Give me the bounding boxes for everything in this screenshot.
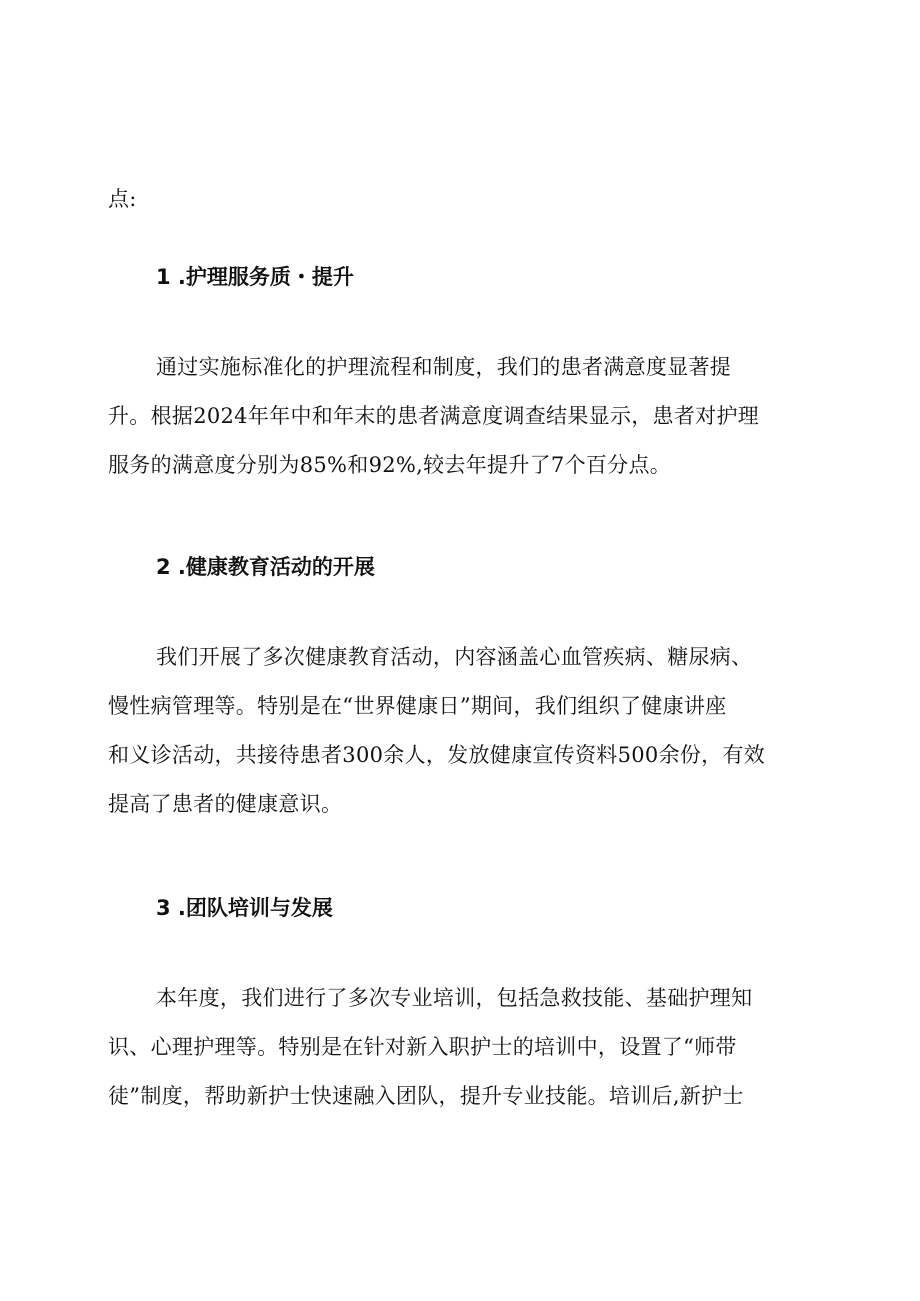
- section-1-paragraph-line-3: 服务的满意度分别为85%和92%,较去年提升了7个百分点。: [108, 453, 672, 477]
- section-1-paragraph-line-2: 升。根据2024年年中和年末的患者满意度调查结果显示，患者对护理: [108, 404, 760, 428]
- section-3-heading: 3 .团队培训与发展: [156, 896, 333, 920]
- section-3-paragraph-line-2: 识、心理护理等。特别是在针对新入职护士的培训中，设置了“师带: [108, 1035, 737, 1059]
- section-3-paragraph-line-3: 徒”制度，帮助新护士快速融入团队，提升专业技能。培训后,新护士: [108, 1084, 744, 1108]
- section-2-paragraph-line-4: 提高了患者的健康意识。: [108, 792, 343, 816]
- section-2-paragraph-line-3: 和义诊活动，共接待患者300余人，发放健康宣传资料500余份，有效: [108, 743, 766, 767]
- section-1-heading: 1 .护理服务质・提升: [156, 265, 354, 289]
- section-2-paragraph-line-2: 慢性病管理等。特别是在“世界健康日”期间，我们组织了健康讲座: [108, 694, 727, 718]
- section-2-paragraph-line-1: 我们开展了多次健康教育活动，内容涵盖心血管疾病、糖尿病、: [156, 645, 753, 669]
- section-2-heading: 2 .健康教育活动的开展: [156, 555, 375, 579]
- section-3-paragraph-line-1: 本年度，我们进行了多次专业培训，包括急救技能、基础护理知: [156, 986, 753, 1010]
- section-1-paragraph-line-1: 通过实施标准化的护理流程和制度，我们的患者满意度显著提: [156, 355, 732, 379]
- intro-tail-text: 点:: [108, 187, 137, 211]
